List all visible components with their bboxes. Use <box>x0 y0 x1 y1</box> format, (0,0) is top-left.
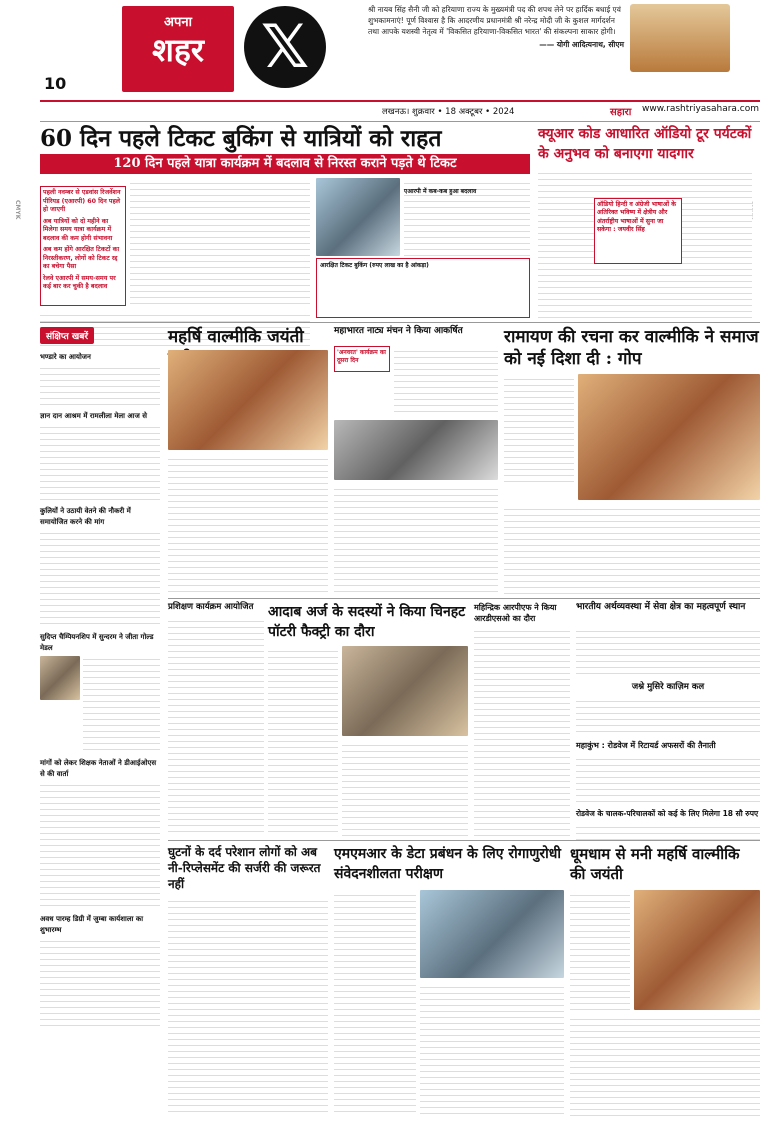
ramayan-headline: रामायण की रचना कर वाल्मीकि ने समाज को नई दिशा दी : गोप <box>504 327 759 369</box>
knee-headline: घुटनों के दर्द परेशान लोगों को अब नी-रिप्लेसमेंट की सर्जरी की जरूरत नहीं <box>168 845 321 891</box>
cm-greeting-quote <box>368 4 624 50</box>
ramayan-photo <box>578 374 760 500</box>
adab-body <box>268 646 338 836</box>
brief-text-2 <box>40 422 160 502</box>
bullet-4: रेलवे एआरपी में समय-समय पर कई बार कर चुकी है बदलाव <box>43 274 116 290</box>
quote-text: श्री नायब सिंह सैनी जी को हरियाणा राज्य के मुख्यमंत्री पद की शपथ लेने पर हार्दिक बधाई एवं शुभकामनाएं! पूर्ण विश्वास है कि आदरणीय प्रधानमंत्री श्री नरेन्द्र मोदी जी के कुशल मार्गदर्शन तथा आपके यशस्वी नेतृत्व में 'विकसित हरियाणा-विकसित भारत' की संकल्पना साकार होगी। <box>368 5 621 36</box>
brief-text-4 <box>83 654 160 754</box>
brief-text-1 <box>40 363 160 407</box>
brief-text-6 <box>40 936 160 1026</box>
briefs-column <box>40 324 160 1124</box>
training-headline: प्रशिक्षण कार्यक्रम आयोजित <box>168 602 254 612</box>
ramayan-body-2 <box>504 504 760 594</box>
apna-shahar-logo <box>122 6 234 92</box>
briefs-label: संक्षिप्त खबरें <box>40 327 94 344</box>
dhoom-headline: धूमधाम से मनी महर्षि वाल्मीकि की जयंती <box>570 845 740 883</box>
mahabharat-quote-box <box>334 346 390 372</box>
divider <box>40 322 760 323</box>
quote-author: —— योगी आदित्यनाथ, सीएम <box>539 40 624 49</box>
brief-item-4: सुदिप्त चैम्पियनशिप में सुन्दरम ने जीता गोल्ड मेडल <box>40 633 154 652</box>
athlete-photo <box>40 656 80 700</box>
divider-3 <box>168 840 760 841</box>
adab-headline: आदाब अर्ज के सदस्यों ने किया चिनहट पॉटरी फैक्ट्री का दौरा <box>268 604 466 640</box>
dhoom-body-2 <box>570 1014 760 1116</box>
valmiki-body <box>168 454 328 594</box>
training-body <box>168 616 264 836</box>
qr-callout: ऑडियो हिन्दी व अंग्रेजी भाषाओं के अतिरिक्त भविष्य में क्षेत्रीय और अंतर्राष्ट्रीय भाषाओं में सुना जा सकेगा : जयवीर सिंह <box>597 201 676 234</box>
divider-2 <box>168 598 760 599</box>
ms-photo <box>420 890 564 978</box>
mahabharat-body-2 <box>334 484 498 594</box>
bullet-2: अब यात्रियों को दो महीने का मिलेगा समय यात्रा कार्यक्रम में बदलाव की कम होगी संभावना <box>43 217 113 242</box>
brief-item-5: मांगों को लेकर शिक्षक नेताओं ने डीआईओएस से की वार्ता <box>40 759 157 778</box>
cm-photo <box>630 4 730 72</box>
brand-line2: शहर <box>152 31 204 69</box>
brief-text-5 <box>40 780 160 910</box>
mahindra-body <box>474 626 570 836</box>
cmyk-mark-left: CMYK <box>14 200 21 220</box>
mahakumbh-headline: महाकुंभ : रोडवेज में रिटायर्ड अफसरों की तैनाती <box>576 741 716 750</box>
lead-headline: 60 दिन पहले टिकट बुकिंग से यात्रियों को राहत <box>40 125 442 152</box>
railway-station-photo <box>316 178 400 256</box>
valmiki-headline: महर्षि वाल्मीकि जयंती <box>168 327 304 347</box>
qr-callout-box <box>594 198 682 264</box>
mahakumbh-body <box>576 754 760 804</box>
brief-item-1: भण्डारे का आयोजन <box>40 353 91 361</box>
website: www.rashtriyasahara.com <box>642 104 760 114</box>
ms-body <box>334 890 416 1116</box>
jashne-body <box>576 696 760 736</box>
ramayan-body <box>504 374 574 484</box>
bullet-3: अब कम होंगे आरक्षित टिकटों का निरस्तीकरण, लोगों को टिकट रद्द का बचेगा पैसा <box>43 246 120 270</box>
bullet-1: पहली नवम्बर से एडवांस रिजर्वेशन पीरियड (एआरपी) 60 दिन पहले हो जाएगी <box>43 189 121 213</box>
page-number: 10 <box>44 74 67 93</box>
ms-headline: एमएमआर के डेटा प्रबंधन के लिए रोगाणुरोधी संवेदनशीलता परीक्षण <box>334 846 561 882</box>
brand-line1: अपना <box>164 15 192 30</box>
ms-body-2 <box>420 982 564 1116</box>
x-logo-icon: 𝕏 <box>244 6 326 88</box>
mahindra-headline: महिन्द्रिक आरपीएफ ने किया आरडीएसओ का दौरा <box>474 603 557 623</box>
brief-item-3: कुलियों ने उठायी वेतने की नौकरी में समायोजित करने की मांग <box>40 507 131 526</box>
lead-bullets-box <box>40 186 126 306</box>
mahabharat-body <box>394 346 498 416</box>
mahabharat-photo <box>334 420 498 480</box>
jashne-headline: जश्ने मुसिरे काज़िम कल <box>631 682 705 692</box>
brief-item-6: अवध पारम्ह डिग्री में जुम्बा कार्यशाला का शुभारम्भ <box>40 915 144 934</box>
booking-box <box>316 258 530 318</box>
knee-body <box>168 896 328 1116</box>
roadways-body <box>576 822 760 840</box>
arp-table-title: एआरपी में कब-कब हुआ बदलाव <box>404 188 477 195</box>
dhoom-photo <box>634 890 760 1010</box>
dateline: लखनऊ। शुक्रवार • 18 अक्टूबर • 2024 <box>382 107 515 117</box>
bhartiya-body <box>576 626 760 676</box>
lead-subhead: 120 दिन पहले यात्रा कार्यक्रम में बदलाव से निरस्त कराने पड़ते थे टिकट <box>40 154 530 174</box>
adab-body-2 <box>342 740 468 836</box>
bhartiya-headline: भारतीय अर्थव्यवस्था में सेवा क्षेत्र का महत्वपूर्ण स्थान <box>576 602 746 612</box>
arp-table <box>404 196 530 256</box>
adab-photo <box>342 646 468 736</box>
roadways-headline: रोडवेज के चालक-परिचालकों को कई के लिए मिलेगा 18 सौ रुपए <box>576 809 759 818</box>
brief-text-3 <box>40 528 160 628</box>
brief-item-2: ज्ञान दान आश्रम में रामलीला मेला आज से <box>40 412 147 420</box>
mahabharat-quote: 'अनवरत' कार्यक्रम का दूसरा दिन <box>337 349 386 364</box>
qr-headline: क्यूआर कोड आधारित ऑडियो टूर पर्यटकों के अनुभव को बनाएगा यादगार <box>538 126 752 162</box>
paper-name: सहारा <box>610 107 632 118</box>
mahabharat-headline: महाभारत नाट्य मंचन ने किया आकर्षित <box>334 326 463 336</box>
lead-column-text <box>130 178 310 308</box>
booking-box-title: आरक्षित टिकट बुकिंग (रुपए लाख का है आंकड़ा) <box>320 262 429 269</box>
valmiki-photo <box>168 350 328 450</box>
dhoom-body <box>570 890 630 1010</box>
